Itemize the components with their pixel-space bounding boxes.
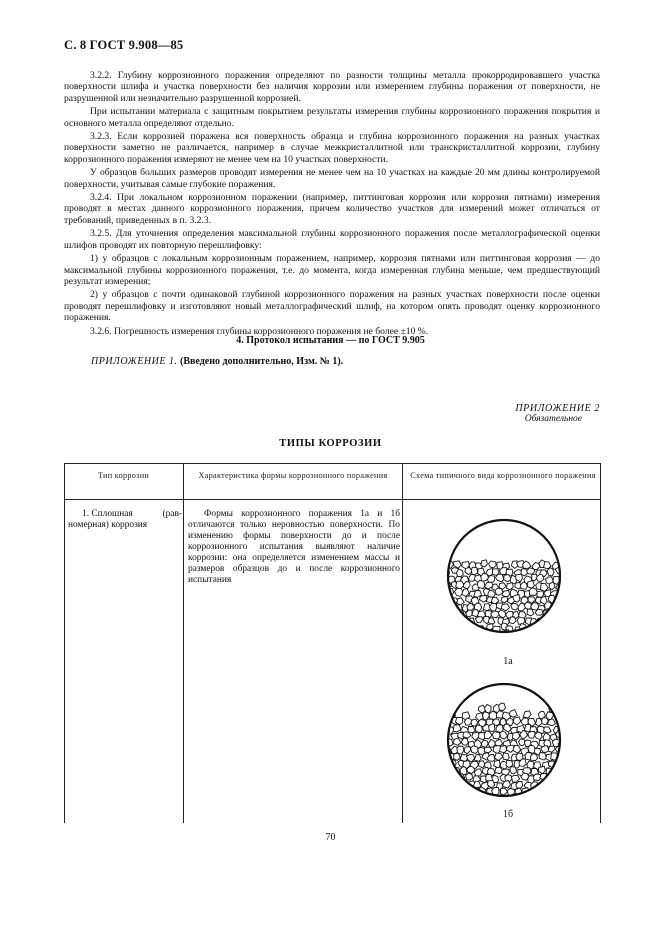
paragraph: 3.2.5. Для уточнения определения максимальной глубины коррозионного поражения после металлографической оценки шлифов проводят их повторную перешлифовку: bbox=[64, 228, 600, 251]
grain bbox=[463, 626, 470, 633]
grain bbox=[450, 790, 457, 797]
appendix-2-label: ПРИЛОЖЕНИЕ 2 bbox=[515, 403, 600, 414]
grain bbox=[482, 740, 489, 747]
grain bbox=[444, 790, 445, 797]
grain bbox=[544, 727, 552, 733]
grain bbox=[444, 739, 447, 746]
grain bbox=[544, 795, 552, 800]
grain bbox=[488, 590, 495, 597]
grain bbox=[444, 766, 448, 773]
grain bbox=[555, 787, 562, 795]
grain bbox=[509, 617, 516, 624]
grain bbox=[521, 582, 528, 589]
grain bbox=[483, 631, 489, 636]
grain bbox=[551, 784, 560, 791]
grain bbox=[549, 582, 555, 590]
grain bbox=[559, 619, 564, 627]
row-1-description-text: Формы коррозионного поражения 1а и 1б отличаются только неровностью поверхности. По изменению формы поверхности до и после коррозионного испытания выявляют наличие коррозии: она определяется изменением массы и размеров образцов до и после коррозионного испытания bbox=[188, 509, 400, 585]
grain bbox=[448, 797, 456, 800]
paragraph: 1) у образцов с локальным коррозионным поражением, например, коррозия пятнами или питтинговая коррозия — до максимальной глубины коррозионного поражения, т.е. до момента, когда измеренная глубина меньше, чем предшествующий результат измерения; bbox=[64, 253, 600, 287]
grain bbox=[562, 624, 564, 632]
table-top-border bbox=[64, 463, 600, 464]
grain bbox=[507, 583, 514, 590]
grain bbox=[444, 560, 447, 568]
grain bbox=[444, 596, 451, 603]
grain bbox=[503, 753, 509, 760]
grain bbox=[534, 790, 541, 798]
grain bbox=[563, 758, 564, 766]
grain bbox=[511, 775, 519, 782]
grain bbox=[528, 581, 535, 589]
grain bbox=[548, 746, 555, 752]
grain bbox=[483, 795, 491, 800]
grain bbox=[444, 631, 448, 637]
grain bbox=[530, 632, 538, 636]
figure-1b-uneven-corrosion bbox=[444, 680, 564, 800]
grain bbox=[492, 732, 500, 739]
grain bbox=[446, 619, 454, 627]
section-4-title: 4. Протокол испытания — по ГОСТ 9.905 bbox=[236, 335, 425, 346]
grain bbox=[457, 598, 465, 605]
grain bbox=[444, 795, 445, 800]
grain bbox=[559, 782, 564, 790]
page-header: С. 8 ГОСТ 9.908—85 bbox=[64, 38, 184, 52]
grain bbox=[475, 725, 482, 733]
body-text bbox=[64, 70, 600, 339]
grain bbox=[555, 706, 562, 713]
paragraph: 3.2.6. Погрешность измерения глубины коррозионного поражения не более ±10 %. bbox=[90, 325, 429, 337]
grain bbox=[513, 717, 521, 725]
row-1-type-line: номерная) коррозия bbox=[68, 520, 148, 530]
paragraph: 3.2.2. Глубину коррозионного поражения определяют по разности толщины металла прокорродировавшего участка поверхности шлифа и участка поверхности без наличия коррозии или измерением глубины поражения от поверхности, не разрушенной или незначительно разрушенной коррозией. bbox=[64, 70, 600, 104]
figure-1b-label: 1б bbox=[502, 809, 514, 820]
grain bbox=[449, 783, 456, 789]
grain bbox=[560, 794, 564, 800]
row-1-description bbox=[188, 509, 400, 586]
grain bbox=[513, 746, 521, 753]
grain bbox=[555, 623, 562, 630]
grain bbox=[537, 633, 544, 636]
grain bbox=[524, 602, 531, 609]
grain bbox=[551, 797, 558, 801]
grain bbox=[454, 588, 463, 596]
grain bbox=[444, 603, 449, 611]
grain bbox=[544, 781, 551, 788]
grain bbox=[563, 596, 564, 604]
grain bbox=[501, 596, 508, 603]
grain bbox=[454, 781, 463, 788]
grain bbox=[445, 604, 453, 612]
grain bbox=[511, 603, 519, 610]
grain bbox=[529, 588, 537, 596]
grain bbox=[500, 788, 507, 795]
grain bbox=[444, 787, 449, 794]
grain bbox=[459, 624, 466, 631]
grain bbox=[499, 703, 506, 711]
grain bbox=[545, 619, 553, 627]
grain bbox=[455, 617, 463, 625]
grain bbox=[553, 767, 561, 774]
grain bbox=[453, 725, 461, 732]
grain bbox=[559, 768, 564, 775]
grain bbox=[444, 775, 451, 782]
grain bbox=[444, 616, 447, 624]
grain bbox=[524, 633, 532, 636]
grain bbox=[501, 604, 509, 611]
grain bbox=[562, 608, 564, 616]
grain bbox=[483, 712, 490, 720]
table-col-divider bbox=[183, 463, 184, 823]
grain bbox=[462, 589, 469, 597]
grain bbox=[561, 732, 564, 739]
grain bbox=[561, 790, 564, 797]
row-1-type-part: (рав- bbox=[162, 509, 182, 519]
table-left-border bbox=[64, 463, 65, 823]
grain bbox=[534, 732, 542, 740]
corrosion-types-table bbox=[64, 463, 600, 823]
grain bbox=[528, 732, 536, 739]
row-1-type bbox=[68, 509, 182, 531]
grain bbox=[490, 603, 497, 611]
header-scheme: Схема типичного вида коррозионного поражения bbox=[410, 471, 596, 480]
grain bbox=[563, 582, 565, 590]
grain bbox=[454, 796, 461, 800]
appendix-2-heading bbox=[515, 403, 600, 425]
grain bbox=[444, 783, 449, 790]
grain bbox=[555, 610, 562, 618]
grain bbox=[502, 590, 510, 597]
header-characteristic: Характеристика формы коррозионного поражения bbox=[198, 471, 388, 480]
grain bbox=[500, 731, 508, 739]
grain bbox=[513, 732, 520, 740]
grain bbox=[523, 796, 531, 800]
grain bbox=[466, 773, 473, 780]
grain bbox=[444, 591, 447, 598]
grain bbox=[469, 795, 478, 800]
paragraph: 3.2.4. При локальном коррозионном поражении (например, питтинговая коррозия или коррозия пятнами) измерения проводят в местах данного коррозионного поражения, причем количество участков для измерений может отличаться от требований, приведенных в п. 3.2.3. bbox=[64, 192, 600, 226]
grain bbox=[444, 760, 451, 767]
grain bbox=[444, 726, 448, 734]
grain bbox=[455, 631, 462, 636]
grain bbox=[457, 789, 465, 796]
grain bbox=[500, 745, 507, 752]
grain bbox=[475, 617, 482, 623]
grain bbox=[510, 767, 517, 774]
grain bbox=[464, 790, 472, 798]
grain bbox=[446, 632, 454, 637]
grain bbox=[516, 795, 523, 800]
grain bbox=[454, 561, 462, 568]
grain bbox=[542, 625, 550, 633]
grain bbox=[518, 603, 526, 611]
grain bbox=[445, 625, 452, 632]
grain bbox=[496, 574, 504, 582]
grain-texture bbox=[444, 560, 564, 636]
row-1-type-part: 1. Сплошная bbox=[82, 509, 133, 519]
grain bbox=[548, 623, 555, 631]
grain bbox=[444, 753, 446, 761]
grain bbox=[484, 731, 492, 739]
grain bbox=[444, 711, 446, 718]
figure-1a-uniform-corrosion bbox=[444, 516, 564, 636]
grain bbox=[481, 560, 488, 567]
appendix-1-text: (Введено дополнительно, Изм. № 1). bbox=[180, 356, 344, 367]
grain bbox=[555, 776, 563, 783]
table-header-border bbox=[64, 499, 600, 500]
grain bbox=[463, 732, 471, 738]
grain bbox=[547, 719, 555, 726]
grain bbox=[531, 794, 538, 800]
grain bbox=[557, 596, 564, 603]
paragraph: 2) у образцов с почти одинаковой глубиной коррозионного поражения на разных участках поверхности после оценки проводят перешлифовку и изготовляют новый металлографический шлиф, на котором опять проводят оценку коррозионного поражения. bbox=[64, 289, 600, 324]
grain bbox=[564, 705, 565, 713]
grain bbox=[451, 775, 459, 783]
grain bbox=[469, 631, 477, 636]
grain bbox=[474, 796, 481, 800]
grain bbox=[470, 626, 477, 633]
grain bbox=[462, 633, 470, 636]
grain bbox=[444, 625, 445, 632]
grain bbox=[444, 610, 449, 618]
grain bbox=[474, 632, 481, 636]
table-col-divider bbox=[402, 463, 403, 823]
grain bbox=[495, 588, 503, 595]
paragraph: 3.2.3. Если коррозией поражена вся поверхность образца и глубина коррозионного поражения на разных участках поверхности заметно не различается, например в случае межкристаллитной или транскристаллитной коррозии, глубину коррозионного поражения измеряют не менее чем на 10 участках поверхности. bbox=[64, 131, 600, 165]
grain bbox=[471, 567, 477, 575]
table-title: ТИПЫ КОРРОЗИИ bbox=[279, 438, 382, 449]
grain bbox=[495, 753, 503, 761]
grain bbox=[488, 797, 496, 800]
grain bbox=[562, 718, 564, 725]
grain bbox=[537, 591, 544, 598]
grain bbox=[523, 711, 531, 718]
grain bbox=[464, 747, 470, 754]
grain bbox=[563, 776, 564, 784]
grain bbox=[446, 739, 453, 746]
appendix-2-status: Обязательное bbox=[524, 414, 582, 424]
grain bbox=[509, 710, 517, 718]
grain bbox=[468, 726, 475, 732]
page-number: 70 bbox=[325, 832, 336, 843]
grain bbox=[459, 797, 466, 800]
grain bbox=[539, 766, 546, 773]
paragraph: У образцов больших размеров проводят измерения не менее чем на 10 участках на каждые 20 мм длины контролируемой поверхности, учитывая самые глубокие поражения. bbox=[64, 167, 600, 190]
paragraph: При испытании материала с защитным покрытием результаты измерения глубины коррозионного поражения покрытия и основного металла определяют отдельно. bbox=[64, 106, 600, 129]
grain bbox=[561, 567, 564, 575]
grain bbox=[535, 625, 543, 633]
grain bbox=[560, 711, 564, 718]
table-right-border bbox=[600, 463, 601, 823]
appendix-1-label: ПРИЛОЖЕНИЕ 1. bbox=[91, 356, 178, 367]
grain bbox=[527, 609, 534, 616]
figure-1a-label: 1а bbox=[503, 656, 513, 667]
grain bbox=[552, 631, 559, 636]
grain bbox=[489, 724, 495, 732]
grain bbox=[498, 610, 506, 618]
grain bbox=[451, 624, 459, 631]
grain-texture bbox=[444, 703, 564, 800]
grain bbox=[477, 580, 485, 588]
header-type: Тип коррозии bbox=[97, 471, 150, 480]
grain bbox=[492, 787, 500, 794]
grain bbox=[541, 746, 549, 753]
appendix-1-note bbox=[91, 356, 343, 367]
grain bbox=[559, 632, 564, 636]
grain bbox=[546, 633, 554, 636]
grain bbox=[537, 795, 544, 800]
grain bbox=[474, 755, 481, 762]
grain bbox=[516, 781, 523, 788]
grain bbox=[553, 618, 560, 626]
grain bbox=[447, 768, 455, 775]
grain bbox=[539, 753, 546, 761]
grain bbox=[549, 789, 556, 796]
grain bbox=[450, 610, 458, 617]
grain bbox=[489, 561, 497, 568]
grain bbox=[541, 789, 548, 797]
grain bbox=[558, 603, 564, 611]
